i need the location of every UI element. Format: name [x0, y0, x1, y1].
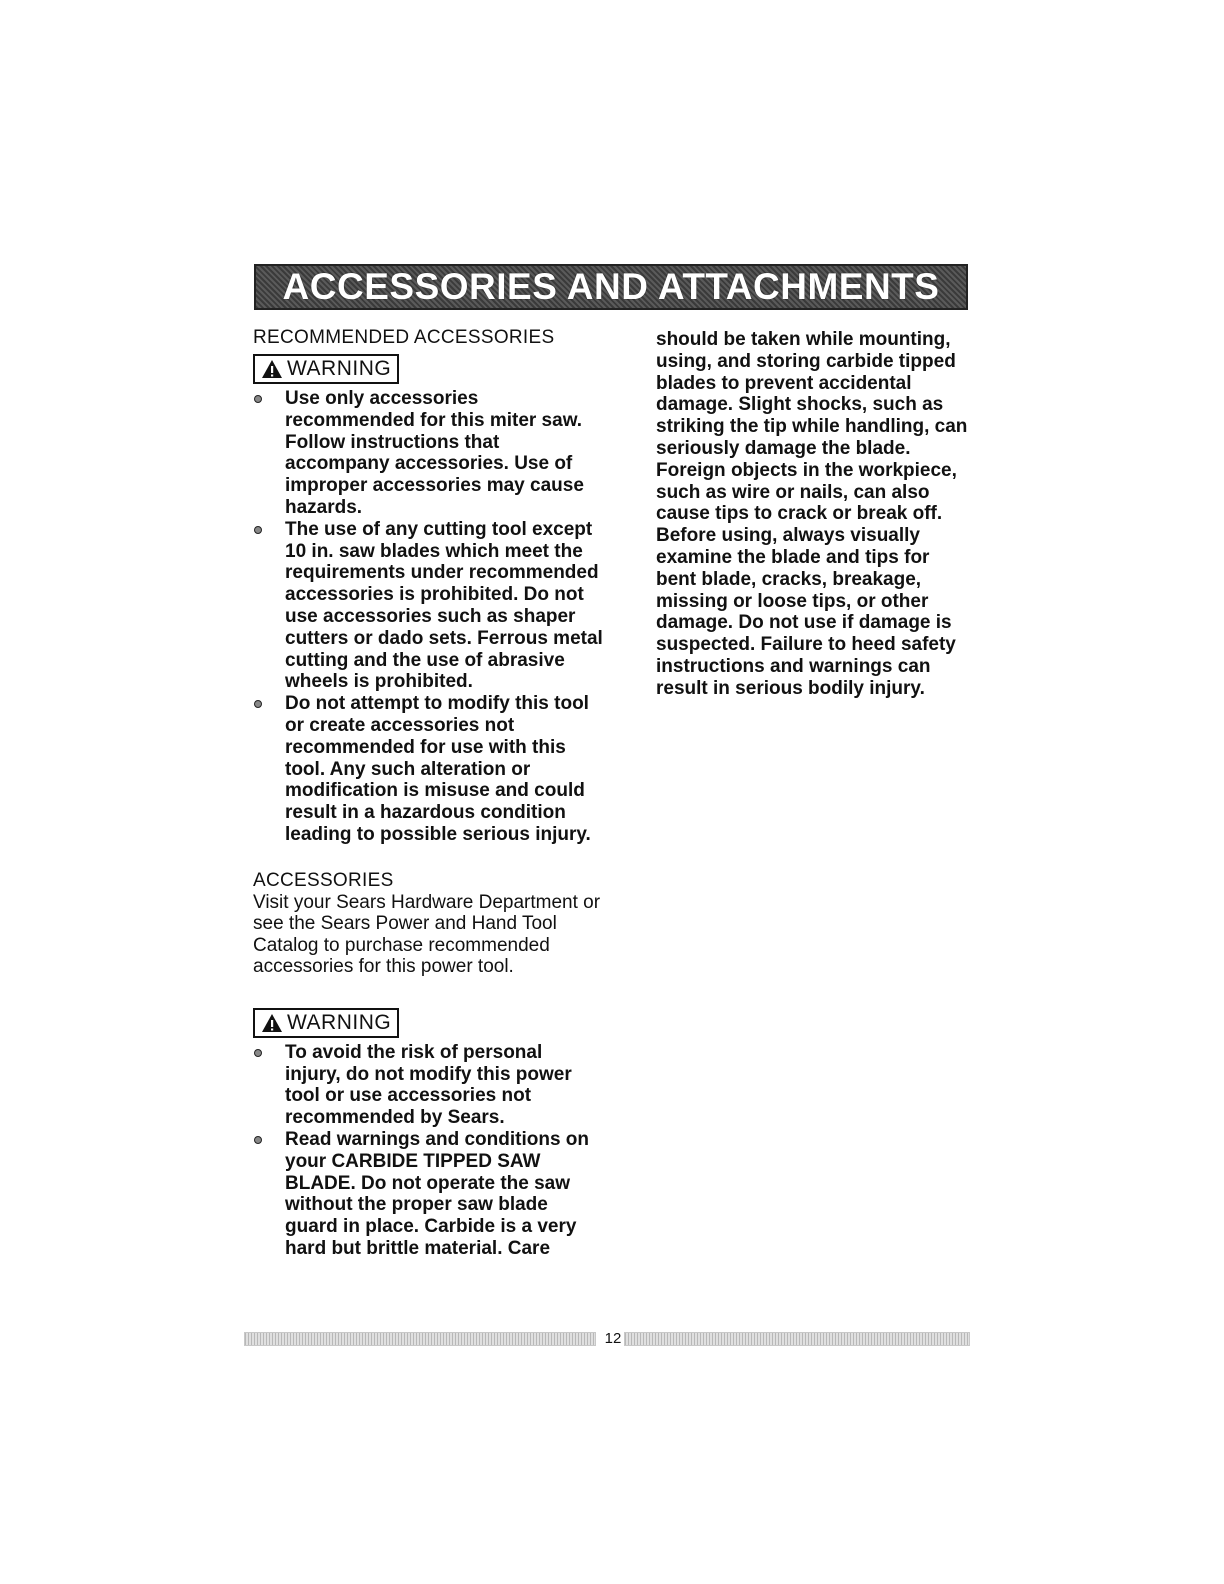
page-title: ACCESSORIES AND ATTACHMENTS: [282, 266, 940, 307]
bullet-icon: [254, 1136, 262, 1144]
list-item: Read warnings and conditions on your CARBIDE TIPPED SAW BLADE. Do not operate the saw without the proper saw blade guard in place. Carbide is a very hard but brittle material. Care: [253, 1129, 603, 1260]
page-footer: [244, 1330, 972, 1350]
list-item: Use only accessories recommended for this miter saw. Follow instructions that accompany accessories. Use of improper accessories may cause hazards.: [253, 388, 603, 519]
accessories-body: Visit your Sears Hardware Department or see the Sears Power and Hand Tool Catalog to purchase recommended accessories for this power tool.: [253, 891, 601, 978]
section-banner: [254, 264, 968, 310]
right-column: [656, 329, 974, 700]
bullet-icon: [254, 1049, 262, 1057]
bullet-icon: [254, 700, 262, 708]
right-column-text: should be taken while mounting, using, and storing carbide tipped blades to prevent accidental damage. Slight shocks, such as striking the tip while handling, can seriously damage the blade. Foreign objects in the workpiece, such as wire or nails, can also cause tips to crack or break off. Before using, always visually examine the blade and tips for bent blade, cracks, breakage, missing or loose tips, or other damage. Do not use if damage is suspected. Failure to heed safety instructions and warnings can result in serious bodily injury.: [656, 329, 968, 699]
accessories-heading: ACCESSORIES: [253, 869, 394, 891]
left-column: [253, 327, 603, 1260]
page-number: 12: [604, 1330, 622, 1347]
warning-triangle-icon: [261, 1013, 283, 1033]
recommended-accessories-heading: RECOMMENDED ACCESSORIES: [253, 327, 555, 348]
recommended-warning-list: [253, 388, 603, 846]
warning-label: WARNING: [287, 1010, 392, 1034]
warning-triangle-icon: [261, 359, 283, 379]
list-item: Do not attempt to modify this tool or create accessories not recommended for use with this tool. Any such alteration or modification is misuse and could result in a hazardous condition leading to possible serious injury.: [253, 693, 603, 846]
list-item: The use of any cutting tool except 10 in. saw blades which meet the requirements under recommended accessories is prohibited. Do not use accessories such as shaper cutters or dado sets. Ferrous metal cutting and the use of abrasive wheels is prohibited.: [253, 519, 603, 693]
footer-bar-right: [624, 1332, 970, 1346]
footer-bar-left: [244, 1332, 596, 1346]
warning-label-box-2: [253, 1008, 399, 1038]
bullet-icon: [254, 395, 262, 403]
list-item: To avoid the risk of personal injury, do not modify this power tool or use accessories not recommended by Sears.: [253, 1042, 603, 1129]
warning-label-box: [253, 354, 399, 384]
second-warning-list: [253, 1042, 603, 1260]
warning-label: WARNING: [287, 357, 392, 380]
bullet-icon: [254, 526, 262, 534]
